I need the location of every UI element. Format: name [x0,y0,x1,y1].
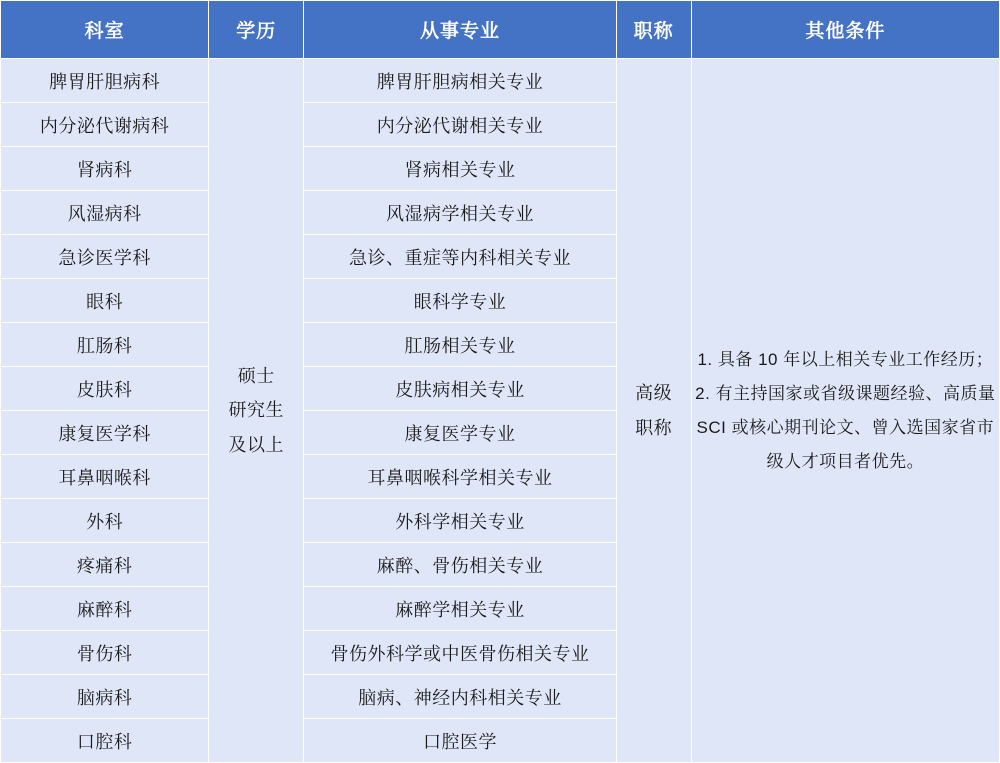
cell-major: 皮肤病相关专业 [304,367,616,411]
other-condition-item: 1. 具备 10 年以上相关专业工作经历； [697,349,994,369]
cell-department: 风湿病科 [1,191,209,235]
column-header-major: 从事专业 [304,1,616,59]
cell-department: 麻醉科 [1,587,209,631]
other-condition-item: 2. 有主持国家或省级课题经验、高质量 SCI 或核心期刊论文、曾入选国家省市级人才项目者优先。 [695,383,996,471]
table-row [1,59,1000,103]
column-header-department: 科室 [1,1,209,59]
education-line: 及以上 [228,434,284,455]
cell-major: 骨伤外科学或中医骨伤相关专业 [304,631,616,675]
cell-major: 外科学相关专业 [304,499,616,543]
cell-department: 眼科 [1,279,209,323]
cell-major: 脾胃肝胆病相关专业 [304,59,616,103]
cell-department: 脾胃肝胆病科 [1,59,209,103]
cell-major: 耳鼻咽喉科学相关专业 [304,455,616,499]
cell-department: 外科 [1,499,209,543]
cell-department: 脑病科 [1,675,209,719]
cell-department: 骨伤科 [1,631,209,675]
cell-education [209,59,304,763]
cell-department: 疼痛科 [1,543,209,587]
cell-department: 内分泌代谢病科 [1,103,209,147]
column-header-education: 学历 [209,1,304,59]
cell-department: 康复医学科 [1,411,209,455]
cell-major: 康复医学专业 [304,411,616,455]
education-line: 研究生 [228,400,284,421]
cell-major: 急诊、重症等内科相关专业 [304,235,616,279]
cell-major: 麻醉、骨伤相关专业 [304,543,616,587]
table-body [1,59,1000,763]
cell-major: 眼科学专业 [304,279,616,323]
table-header-row [1,1,1000,59]
title-line: 高级 [635,383,673,404]
cell-other-conditions [691,59,999,763]
cell-major: 脑病、神经内科相关专业 [304,675,616,719]
cell-major: 肛肠相关专业 [304,323,616,367]
cell-major: 内分泌代谢相关专业 [304,103,616,147]
cell-department: 肾病科 [1,147,209,191]
cell-professional-title [616,59,691,763]
education-line: 硕士 [237,366,275,387]
cell-major: 口腔医学 [304,719,616,763]
cell-major: 肾病相关专业 [304,147,616,191]
column-header-other-conditions: 其他条件 [691,1,999,59]
cell-department: 急诊医学科 [1,235,209,279]
cell-major: 风湿病学相关专业 [304,191,616,235]
title-line: 职称 [635,417,673,438]
cell-department: 口腔科 [1,719,209,763]
cell-major: 麻醉学相关专业 [304,587,616,631]
cell-department: 皮肤科 [1,367,209,411]
cell-department: 耳鼻咽喉科 [1,455,209,499]
column-header-title: 职称 [616,1,691,59]
table-header [1,1,1000,59]
cell-department: 肛肠科 [1,323,209,367]
